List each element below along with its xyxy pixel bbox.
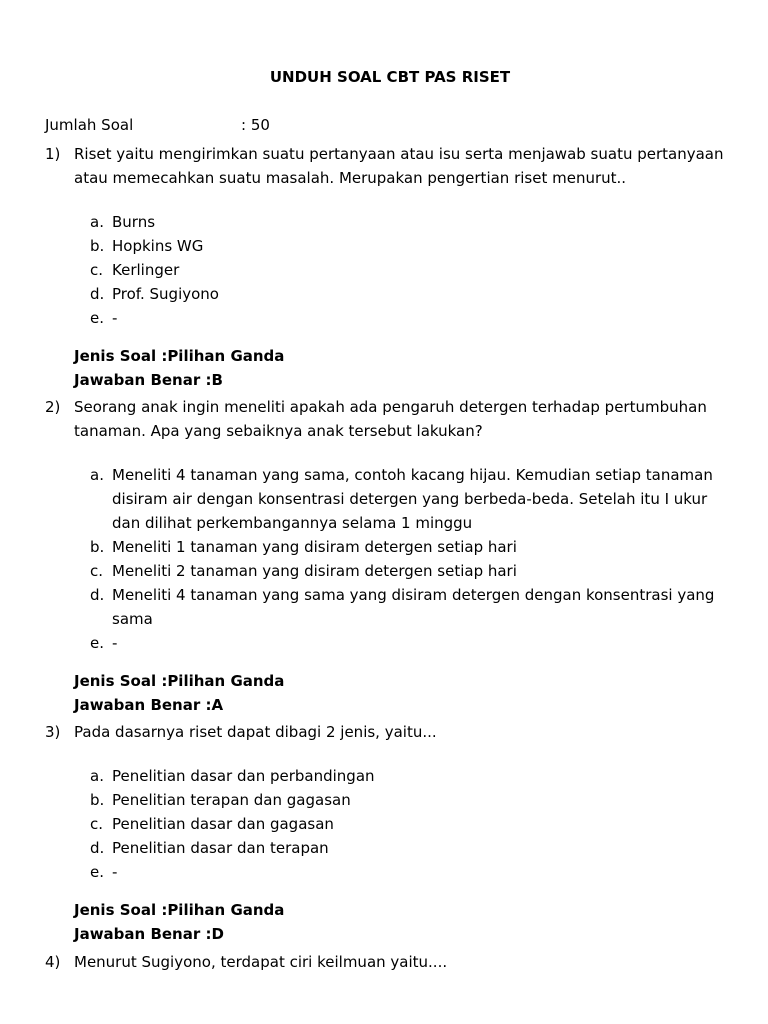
question-text: Pada dasarnya riset dapat dibagi 2 jenis, yaitu... xyxy=(74,723,437,741)
question-type: Jenis Soal :Pilihan Ganda xyxy=(74,672,285,690)
option-letter: e. xyxy=(90,634,104,652)
page-title: UNDUH SOAL CBT PAS RISET xyxy=(269,68,511,86)
option-c xyxy=(45,559,735,583)
option-letter: d. xyxy=(90,285,105,303)
question-2 xyxy=(45,395,735,443)
option-letter: e. xyxy=(90,309,104,327)
question-number: 1) xyxy=(45,145,61,163)
option-c xyxy=(45,258,735,282)
question-text: Seorang anak ingin meneliti apakah ada pengaruh detergen terhadap pertumbuhan tanaman. Apa yang sebaiknya anak tersebut lakukan? xyxy=(74,398,707,440)
answer-info-3 xyxy=(74,898,284,946)
option-text: - xyxy=(112,863,118,881)
question-number: 3) xyxy=(45,723,61,741)
option-b xyxy=(45,788,735,812)
question-3 xyxy=(45,720,735,744)
option-text: Meneliti 2 tanaman yang disiram detergen setiap hari xyxy=(112,562,517,580)
option-letter: d. xyxy=(90,839,105,857)
question-type: Jenis Soal :Pilihan Ganda xyxy=(74,347,285,365)
option-text: Hopkins WG xyxy=(112,237,204,255)
option-c xyxy=(45,812,735,836)
option-letter: a. xyxy=(90,767,104,785)
option-text: Penelitian dasar dan gagasan xyxy=(112,815,334,833)
question-1 xyxy=(45,142,735,190)
option-text: Meneliti 4 tanaman yang sama, contoh kacang hijau. Kemudian setiap tanaman disiram air dengan konsentrasi detergen yang berbeda-beda. Setelah itu I ukur dan dilihat perkembangannya selama 1 minggu xyxy=(112,466,713,532)
correct-answer: Jawaban Benar :B xyxy=(74,371,223,389)
option-letter: c. xyxy=(90,261,104,279)
option-b xyxy=(45,535,735,559)
answer-info-2 xyxy=(74,669,284,717)
option-letter: c. xyxy=(90,562,104,580)
options-list-1 xyxy=(45,210,735,330)
option-a xyxy=(45,764,735,788)
option-letter: a. xyxy=(90,466,104,484)
answer-info-1 xyxy=(74,344,284,392)
question-text: Menurut Sugiyono, terdapat ciri keilmuan yaitu.... xyxy=(74,953,448,971)
option-e xyxy=(45,860,735,884)
question-type: Jenis Soal :Pilihan Ganda xyxy=(74,901,285,919)
option-text: Burns xyxy=(112,213,156,231)
option-letter: b. xyxy=(90,237,105,255)
option-d xyxy=(45,583,735,631)
correct-answer: Jawaban Benar :A xyxy=(74,696,224,714)
option-letter: e. xyxy=(90,863,104,881)
option-e xyxy=(45,306,735,330)
option-text: Kerlinger xyxy=(112,261,180,279)
option-letter: b. xyxy=(90,538,105,556)
question-number: 2) xyxy=(45,398,61,416)
option-letter: a. xyxy=(90,213,104,231)
jumlah-soal-label: Jumlah Soal xyxy=(45,116,134,134)
option-e xyxy=(45,631,735,655)
option-text: Penelitian terapan dan gagasan xyxy=(112,791,351,809)
option-text: Meneliti 1 tanaman yang disiram detergen setiap hari xyxy=(112,538,517,556)
option-text: Penelitian dasar dan perbandingan xyxy=(112,767,375,785)
option-d xyxy=(45,282,735,306)
correct-answer: Jawaban Benar :D xyxy=(74,925,224,943)
question-number: 4) xyxy=(45,953,61,971)
option-d xyxy=(45,836,735,860)
question-text: Riset yaitu mengirimkan suatu pertanyaan atau isu serta menjawab suatu pertanyaan atau memecahkan suatu masalah. Merupakan pengertian riset menurut.. xyxy=(74,145,724,187)
options-list-3 xyxy=(45,764,735,884)
question-4 xyxy=(45,950,735,974)
option-letter: b. xyxy=(90,791,105,809)
jumlah-soal-row xyxy=(45,115,270,135)
option-text: Meneliti 4 tanaman yang sama yang disiram detergen dengan konsentrasi yang sama xyxy=(112,586,715,628)
option-a xyxy=(45,463,735,535)
option-text: Prof. Sugiyono xyxy=(112,285,219,303)
option-letter: d. xyxy=(90,586,105,604)
options-list-2 xyxy=(45,463,735,655)
option-text: - xyxy=(112,309,118,327)
option-letter: c. xyxy=(90,815,104,833)
option-a xyxy=(45,210,735,234)
option-text: - xyxy=(112,634,118,652)
option-text: Penelitian dasar dan terapan xyxy=(112,839,329,857)
option-b xyxy=(45,234,735,258)
jumlah-soal-value: : 50 xyxy=(241,116,270,134)
